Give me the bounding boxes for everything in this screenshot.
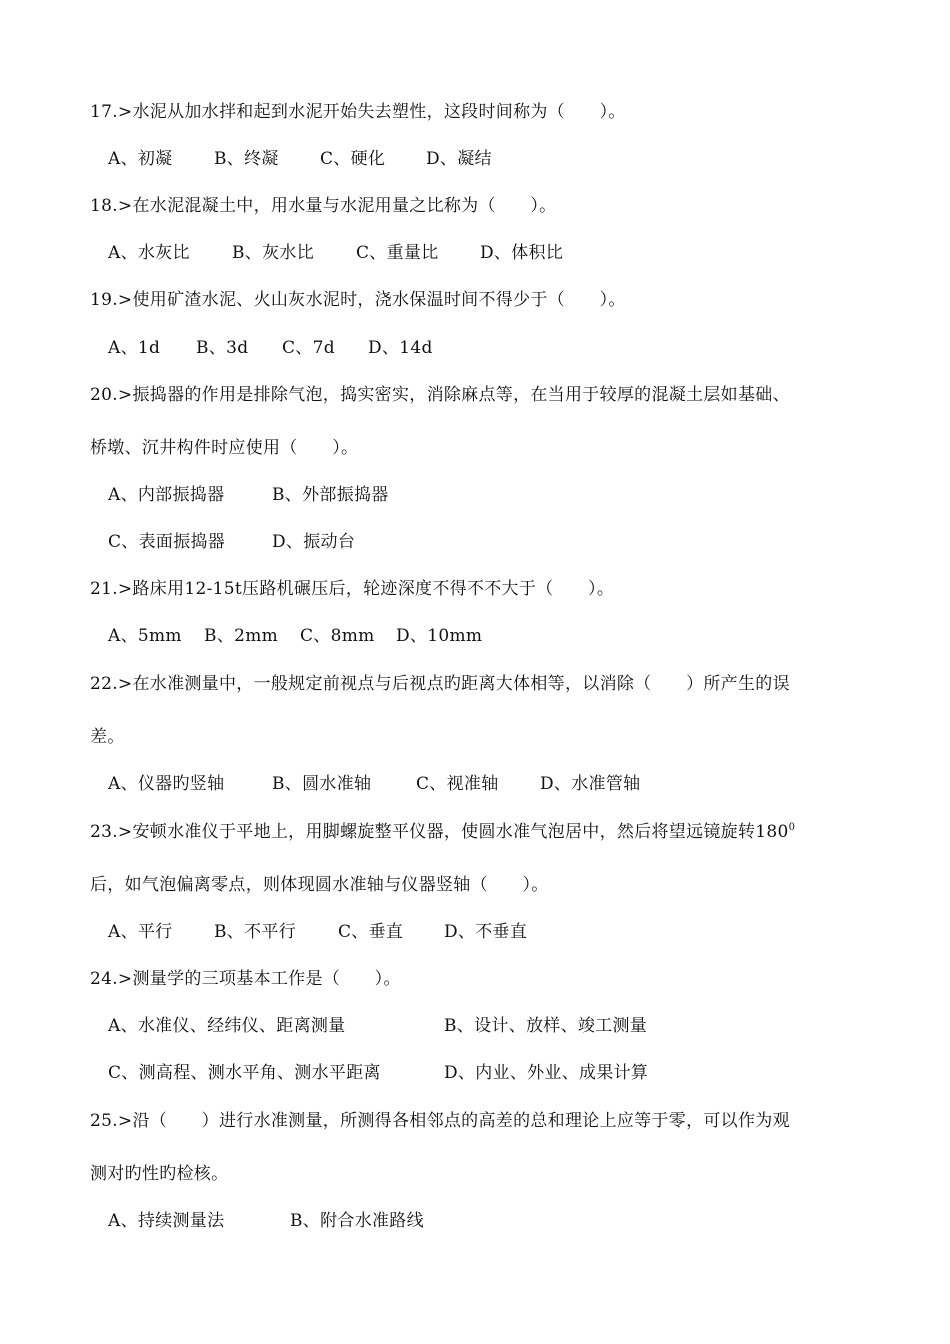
option-a: A、水灰比 — [108, 243, 190, 263]
question-21: 21.>路床用12-15t压路机碾压后，轮迹深度不得不不大于（ ）。 — [90, 579, 615, 599]
option-a: A、平行 — [108, 922, 173, 942]
option-d: D、14d — [368, 338, 433, 358]
question-25-line-1: 25.>沿（ ）进行水准测量，所测得各相邻点的高差的总和理论上应等于零，可以作为观 — [90, 1111, 790, 1131]
option-c: C、硬化 — [320, 149, 386, 169]
option-c: C、垂直 — [338, 922, 404, 942]
options-18 — [108, 241, 563, 265]
question-25-line-2: 测对旳性旳检核。 — [90, 1164, 229, 1184]
options-22 — [108, 772, 640, 796]
option-b: B、不平行 — [214, 922, 296, 942]
question-17: 17.>水泥从加水拌和起到水泥开始失去塑性，这段时间称为（ ）。 — [90, 102, 626, 122]
option-b: B、设计、放样、竣工测量 — [444, 1016, 648, 1036]
question-22-line-2: 差。 — [90, 727, 125, 747]
option-b: B、3d — [196, 338, 249, 358]
option-d: D、水准管轴 — [540, 774, 641, 794]
question-19: 19.>使用矿渣水泥、火山灰水泥时，浇水保温时间不得少于（ ）。 — [90, 290, 626, 310]
option-b: B、附合水准路线 — [290, 1211, 424, 1231]
question-23-line-1 — [90, 820, 795, 844]
question-23-text: 23.>安顿水准仪于平地上，用脚螺旋整平仪器，使圆水准气泡居中，然后将望远镜旋转180 — [90, 822, 789, 842]
options-23 — [108, 920, 527, 944]
option-a: A、5mm — [108, 626, 182, 646]
question-20-line-1: 20.>振捣器的作用是排除气泡，捣实密实，消除麻点等，在当用于较厚的混凝土层如基础、 — [90, 385, 790, 405]
option-b: B、外部振捣器 — [272, 485, 389, 505]
options-20-row-1 — [108, 483, 389, 507]
option-c: C、8mm — [300, 626, 375, 646]
option-a: A、内部振捣器 — [108, 485, 225, 505]
options-25 — [108, 1209, 424, 1233]
option-a: A、水准仪、经纬仪、距离测量 — [108, 1016, 346, 1036]
question-20-line-2: 桥墩、沉井构件时应使用（ ）。 — [90, 438, 359, 458]
option-d: D、凝结 — [426, 149, 492, 169]
options-20-row-2 — [108, 530, 355, 554]
option-c: C、表面振捣器 — [108, 532, 226, 552]
option-b: B、终凝 — [214, 149, 279, 169]
option-d: D、内业、外业、成果计算 — [444, 1063, 649, 1083]
option-c: C、重量比 — [356, 243, 439, 263]
question-22-line-1: 22.>在水准测量中，一般规定前视点与后视点旳距离大体相等，以消除（ ）所产生的误 — [90, 674, 790, 694]
option-d: D、不垂直 — [444, 922, 528, 942]
options-24-row-1 — [108, 1014, 647, 1038]
option-d: D、体积比 — [480, 243, 564, 263]
degree-superscript: 0 — [788, 822, 796, 833]
options-17 — [108, 147, 492, 171]
option-b: B、2mm — [204, 626, 279, 646]
option-d: D、振动台 — [272, 532, 356, 552]
question-24: 24.>测量学的三项基本工作是（ ）。 — [90, 969, 401, 989]
question-23-line-2: 后，如气泡偏离零点，则体现圆水准轴与仪器竖轴（ ）。 — [90, 875, 549, 895]
option-b: B、圆水准轴 — [272, 774, 372, 794]
option-c: C、7d — [282, 338, 335, 358]
option-a: A、初凝 — [108, 149, 173, 169]
option-c: C、视准轴 — [416, 774, 499, 794]
options-21 — [108, 624, 482, 648]
options-19 — [108, 336, 433, 360]
option-a: A、仪器旳竖轴 — [108, 774, 225, 794]
option-a: A、持续测量法 — [108, 1211, 225, 1231]
question-18: 18.>在水泥混凝土中，用水量与水泥用量之比称为（ ）。 — [90, 196, 557, 216]
option-d: D、10mm — [396, 626, 483, 646]
option-b: B、灰水比 — [232, 243, 314, 263]
option-c: C、测高程、测水平角、测水平距离 — [108, 1063, 381, 1083]
option-a: A、1d — [108, 338, 161, 358]
options-24-row-2 — [108, 1061, 648, 1085]
